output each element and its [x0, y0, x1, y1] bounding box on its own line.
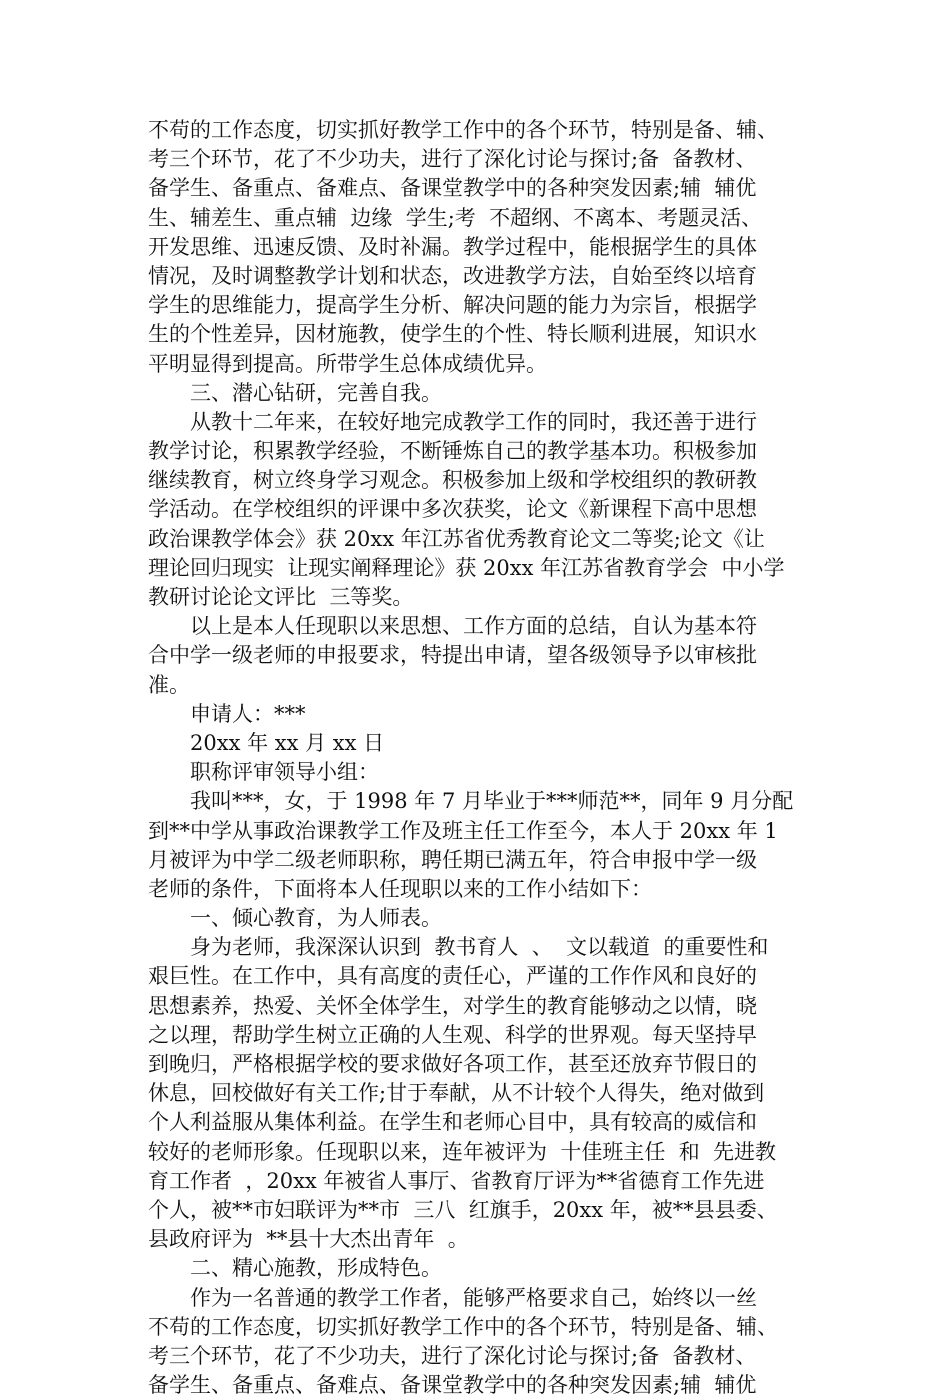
text-line: 考三个环节，花了不少功夫，进行了深化讨论与探讨;备 备教材、	[148, 147, 757, 172]
text-line: 教研讨论论文评比 三等奖。	[148, 585, 414, 609]
text-line: 老师的条件，下面将本人任现职以来的工作小结如下：	[148, 876, 652, 901]
document-body-text	[148, 116, 828, 1400]
text-line: 教学讨论，积累教学经验，不断锤炼自己的教学基本功。积极参加	[148, 439, 757, 464]
text-line: 合中学一级老师的申报要求，特提出申请，望各级领导予以审核批	[148, 643, 757, 668]
text-line: 生、辅差生、重点辅 边缘 学生;考 不超纲、不离本、考题灵活、	[148, 205, 763, 230]
text-line: 之以理，帮助学生树立正确的人生观、科学的世界观。每天坚持早	[148, 1022, 757, 1047]
text-line: 思想素养，热爱、关怀全体学生，对学生的教育能够动之以情，晓	[148, 993, 757, 1018]
text-line: 个人，被**市妇联评为**市 三八 红旗手，20xx 年，被**县县委、	[148, 1197, 778, 1222]
text-line: 一、倾心教育，为人师表。	[190, 906, 442, 931]
text-line: 到晚归，严格根据学校的要求做好各项工作，甚至还放弃节假日的	[148, 1052, 757, 1076]
text-line: 政治课教学体会》获 20xx 年江苏省优秀教育论文二等奖;论文《让	[148, 526, 765, 551]
text-line: 二、精心施教，形成特色。	[190, 1256, 442, 1281]
text-line: 较好的老师形象。任现职以来，连年被评为 十佳班主任 和 先进教	[148, 1139, 777, 1164]
text-line: 不苟的工作态度，切实抓好教学工作中的各个环节，特别是备、辅、	[148, 1314, 778, 1339]
text-line: 20xx 年 xx 月 xx 日	[190, 730, 385, 755]
text-line: 以上是本人任现职以来思想、工作方面的总结，自认为基本符	[190, 614, 757, 639]
text-line: 休息，回校做好有关工作;甘于奉献，从不计较个人得失，绝对做到	[148, 1081, 765, 1106]
text-line: 从教十二年来，在较好地完成教学工作的同时，我还善于进行	[190, 409, 757, 434]
text-line: 学活动。在学校组织的评课中多次获奖，论文《新课程下高中思想	[148, 497, 757, 522]
text-line: 生的个性差异，因材施教，使学生的个性、特长顺利进展，知识水	[148, 322, 757, 347]
text-line: 申请人：***	[190, 701, 306, 726]
text-line: 身为老师，我深深认识到 教书育人 、 文以载道 的重要性和	[190, 935, 769, 960]
text-line: 继续教育，树立终身学习观念。积极参加上级和学校组织的教研教	[148, 468, 757, 493]
text-line: 准。	[148, 672, 190, 697]
text-line: 学生的思维能力，提高学生分析、解决问题的能力为宗旨，根据学	[148, 293, 757, 318]
text-line: 职称评审领导小组：	[190, 760, 379, 785]
text-line: 情况，及时调整教学计划和状态，改进教学方法，自始至终以培育	[148, 263, 757, 288]
text-line: 育工作者 ，20xx 年被省人事厅、省教育厅评为**省德育工作先进	[148, 1168, 765, 1193]
text-line: 开发思维、迅速反馈、及时补漏。教学过程中，能根据学生的具体	[148, 234, 757, 259]
text-line: 三、潜心钻研，完善自我。	[190, 380, 442, 405]
text-line: 县政府评为 **县十大杰出青年 。	[148, 1227, 469, 1252]
text-line: 考三个环节，花了不少功夫，进行了深化讨论与探讨;备 备教材、	[148, 1343, 757, 1368]
text-line: 到**中学从事政治课教学工作及班主任工作至今，本人于 20xx 年 1	[148, 818, 778, 843]
text-line: 艰巨性。在工作中，具有高度的责任心，严谨的工作作风和良好的	[148, 964, 757, 989]
text-line: 理论回归现实 让现实阐释理论》获 20xx 年江苏省教育学会 中小学	[148, 555, 785, 580]
text-line: 备学生、备重点、备难点、备课堂教学中的各种突发因素;辅 辅优	[148, 1373, 757, 1398]
text-line: 我叫***，女，于 1998 年 7 月毕业于***师范**，同年 9 月分配	[190, 789, 794, 814]
text-line: 月被评为中学二级老师职称，聘任期已满五年，符合申报中学一级	[148, 847, 757, 872]
text-line: 不苟的工作态度，切实抓好教学工作中的各个环节，特别是备、辅、	[148, 118, 778, 142]
text-line: 作为一名普通的教学工作者，能够严格要求自己，始终以一丝	[190, 1285, 757, 1310]
text-line: 个人利益服从集体利益。在学生和老师心目中，具有较高的威信和	[148, 1110, 757, 1135]
text-line: 备学生、备重点、备难点、备课堂教学中的各种突发因素;辅 辅优	[148, 176, 757, 201]
text-line: 平明显得到提高。所带学生总体成绩优异。	[148, 351, 547, 376]
